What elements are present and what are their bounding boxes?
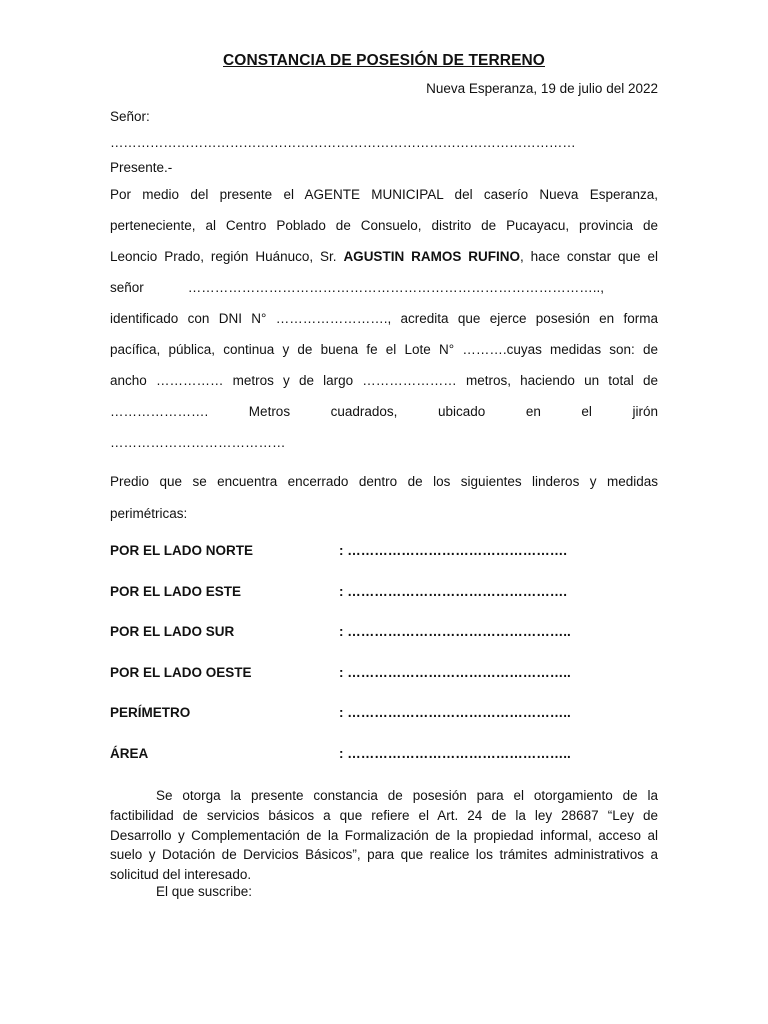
lindero-row [110,624,658,665]
body-line: pacífica, pública, continua y de buena fe el Lote N° ……….cuyas medidas son: de [110,342,658,357]
date-line: Nueva Esperanza, 19 de julio del 2022 [426,81,658,96]
lindero-label: POR EL LADO OESTE [110,664,252,680]
otorga-line: factibilidad de servicios básicos a que refiere el Art. 24 de la ley 28687 “Ley de [110,807,658,823]
addressee-blank: …………………………………………………………………………………………… [110,135,576,150]
body-line: ancho …………… metros y de largo ………………… metros, haciendo un total de [110,373,658,388]
body-text: Leoncio Prado, región Huánuco, Sr. [110,249,344,264]
otorga-line: suelo y Dotación de Dervicios Básicos”, para que realice los trámites administrativos a [110,847,658,863]
body-line: perteneciente, al Centro Poblado de Consuelo, distrito de Pucayacu, provincia de [110,218,658,233]
lindero-label: POR EL LADO ESTE [110,583,242,599]
body-line: Por medio del presente el AGENTE MUNICIPAL del caserío Nueva Esperanza, [110,187,658,202]
body-line: …………………. Metros cuadrados, ubicado en el jirón [110,404,658,419]
body-line [110,241,658,272]
lindero-row [110,705,658,746]
predio-line: perimétricas: [110,506,188,521]
presente-line: Presente.- [110,160,173,175]
otorga-line: solicitud del interesado. [110,867,252,883]
lindero-row [110,584,658,625]
lindero-row [110,746,658,787]
otorga-line: Desarrollo y Complementación de la Formalización de la propiedad informal, acceso al [110,827,658,843]
lindero-value: : ………………………………………….. [339,664,571,680]
body-line [110,272,658,303]
lindero-label: POR EL LADO SUR [110,624,235,640]
body-text: , hace constar que el [520,249,658,264]
predio-paragraph [110,466,658,530]
otorga-line: Se otorga la presente constancia de posesión para el otorgamiento de la [156,788,658,803]
lindero-value: : ………………………………………….. [339,705,571,721]
lindero-value: : …………………………………………. [339,543,567,558]
lindero-value: : …………………………………………. [339,583,567,599]
lindero-row [110,665,658,706]
predio-line: Predio que se encuentra encerrado dentro de los siguientes linderos y medidas [110,474,658,489]
lindero-label: ÁREA [110,745,149,761]
otorga-paragraph [110,786,658,885]
document-title: CONSTANCIA DE POSESIÓN DE TERRENO [223,52,545,69]
closing-line: El que suscribe: [156,884,253,899]
lindero-value: : ………………………………………….. [339,624,571,640]
salutation: Señor: [110,109,150,124]
body-text: señor [110,280,144,295]
body-paragraph [110,179,658,458]
lindero-label: PERÍMETRO [110,705,191,721]
lindero-value: : ………………………………………….. [339,745,571,761]
name-blank: ……………………………………………………………………………….., [187,280,605,295]
linderos-list [110,543,658,787]
body-line: ………………………………… [110,435,286,450]
agent-name: AGUSTIN RAMOS RUFINO [343,249,521,264]
body-line: identificado con DNI N° ……………………., acredita que ejerce posesión en forma [110,311,658,326]
lindero-label: POR EL LADO NORTE [110,543,254,558]
lindero-row [110,543,658,584]
